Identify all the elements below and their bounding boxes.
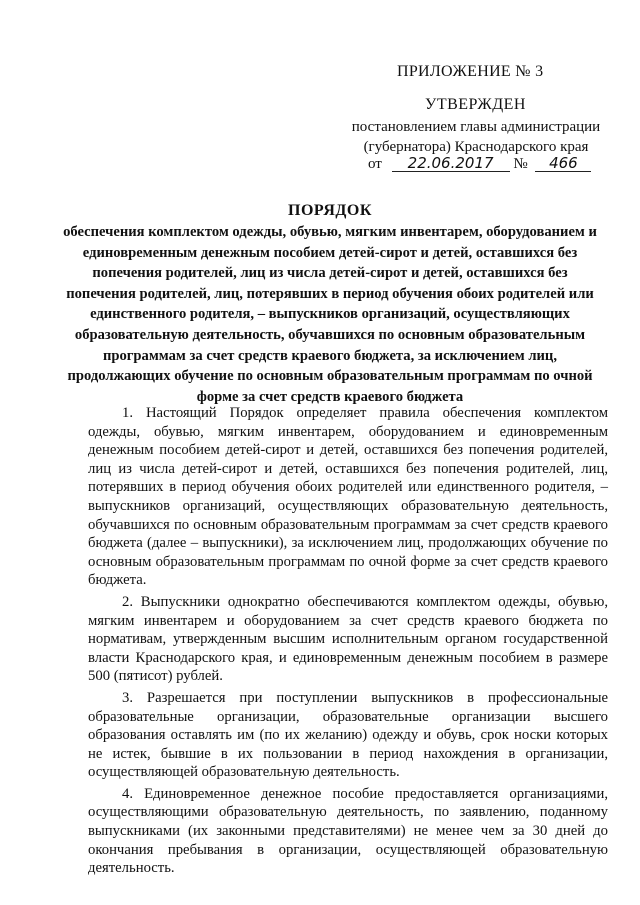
- decree-text: постановлением главы администрации (губернатора) Краснодарского края: [351, 119, 601, 155]
- paragraph-1: 1. Настоящий Порядок определяет правила обеспечения комплектом одежды, обувью, мягким инвентарем, оборудованием и единовременным денежным пособием детей-сирот и детей, оставшихся без попечения родителей, лиц из числа детей-сирот и детей, оставшихся без попечения родителей, лиц, потерявших в период обучения обоих родителей или единственного родителя, – выпускников организаций, осуществляющих образовательную деятельность, обучавшихся по основным образовательным программам за счет средств краевого бюджета (далее – выпускники), за исключением лиц, продолжающих обучение по основным образовательным программам по очной форме за счет средств краевого бюджета.: [88, 405, 608, 589]
- paragraph-4: 4. Единовременное денежное пособие предоставляется организациями, осуществляющими образовательную деятельность, по заявлению, поданному выпускниками (их законными представителями) не менее чем за 30 дней до окончания пребывания в организации, осуществляющей образовательную деятельность.: [88, 785, 608, 877]
- paragraph-2: 2. Выпускники однократно обеспечиваются комплектом одежды, обувью, мягким инвентарем и оборудованием за счет средств краевого бюджета по нормативам, утвержденным высшим исполнительным органом государственной власти Краснодарского края, и единовременным денежным пособием в размере 500 (пятисот) рублей.: [88, 593, 608, 685]
- handwritten-date: 22.06.2017: [392, 156, 510, 172]
- date-prefix: от: [368, 156, 382, 172]
- document-title: ПОРЯДОК: [288, 202, 372, 219]
- approved-label: УТВЕРЖДЕН: [425, 96, 526, 113]
- document-body: [88, 404, 608, 881]
- document-subtitle: обеспечения комплектом одежды, обувью, мягким инвентарем, оборудованием и единовременным денежным пособием детей-сирот и детей, оставшихся без попечения родителей, лиц из числа детей-сирот и детей, оставшихся без попечения родителей, лиц, потерявших в период обучения обоих родителей или единственного родителя, – выпускников организаций, осуществляющих образовательную деятельность, обучавшихся по основным образовательным программам за счет средств краевого бюджета, за исключением лиц, продолжающих обучение по основным образовательным программам по очной форме за счет средств краевого бюджета: [63, 224, 597, 405]
- paragraph-3: 3. Разрешается при поступлении выпускников в профессиональные образовательные организации, образовательные организации высшего образования оставлять им (по их желанию) одежду и обувь, срок носки которых не истек, бывшие в их пользовании в период нахождения в организации, осуществляющей образовательную деятельность.: [88, 689, 608, 781]
- handwritten-number: 466: [535, 156, 591, 172]
- date-line: [368, 156, 591, 173]
- appendix-label: ПРИЛОЖЕНИЕ № 3: [397, 63, 544, 80]
- number-prefix: №: [513, 156, 528, 172]
